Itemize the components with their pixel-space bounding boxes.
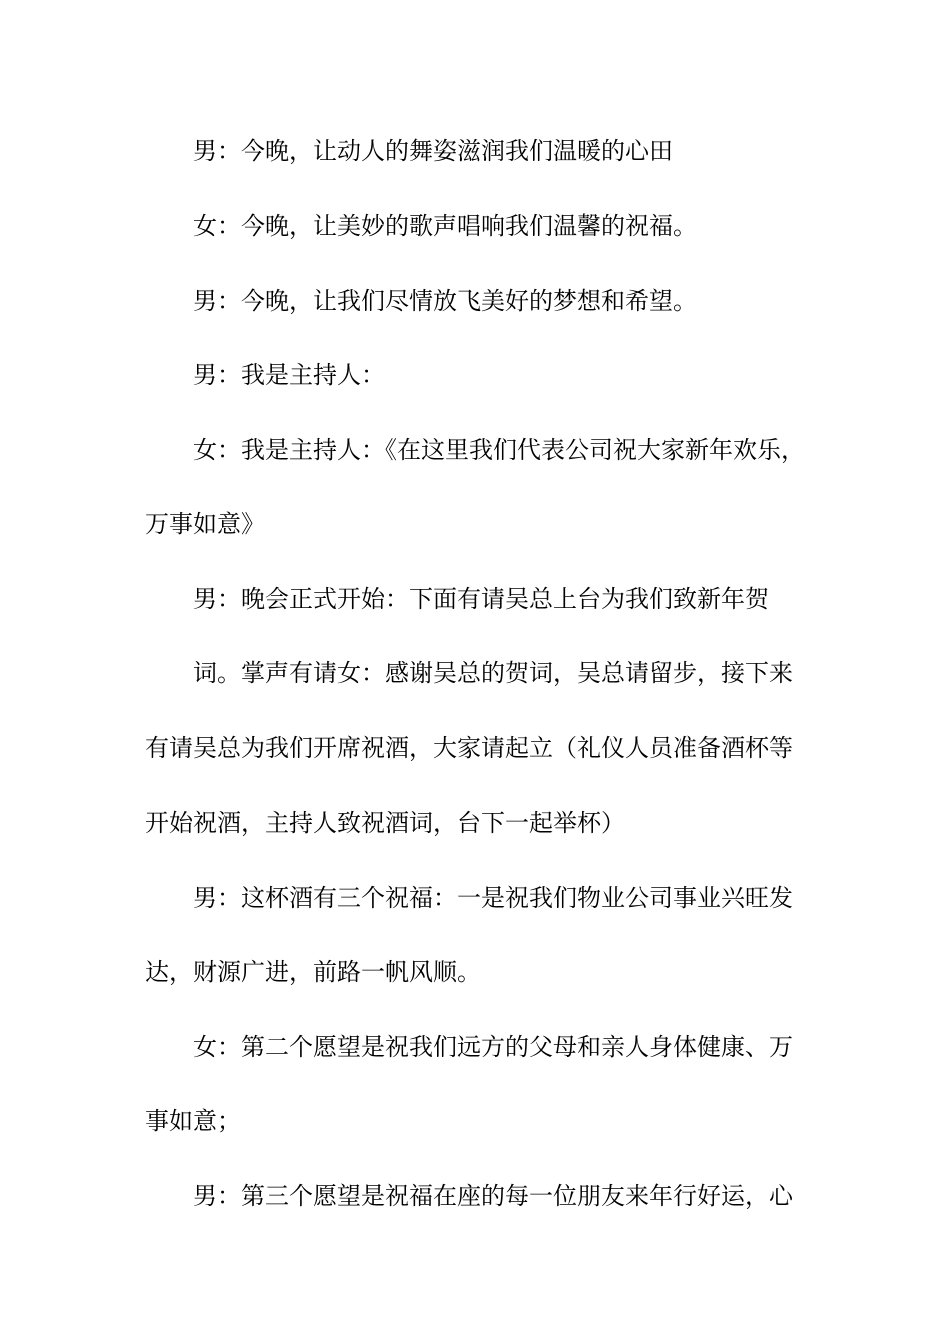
text-line: 女：第二个愿望是祝我们远方的父母和亲人身体健康、万 bbox=[193, 1033, 793, 1061]
text-line: 达，财源广进，前路一帆风顺。 bbox=[145, 958, 481, 986]
text-line: 万事如意》 bbox=[145, 510, 265, 538]
text-line: 开始祝酒，主持人致祝酒词，台下一起举杯） bbox=[145, 809, 625, 837]
text-line: 男：我是主持人： bbox=[193, 361, 385, 389]
text-line: 有请吴总为我们开席祝酒，大家请起立（礼仪人员准备酒杯等 bbox=[145, 734, 793, 762]
text-line: 女：我是主持人：《在这里我们代表公司祝大家新年欢乐， bbox=[193, 436, 805, 464]
text-line: 男：今晚，让动人的舞姿滋润我们温暖的心田 bbox=[193, 137, 673, 165]
text-line: 事如意； bbox=[145, 1107, 241, 1135]
text-line: 男：晚会正式开始：下面有请吴总上台为我们致新年贺 bbox=[193, 585, 769, 613]
text-line: 女：今晚，让美妙的歌声唱响我们温馨的祝福。 bbox=[193, 212, 697, 240]
text-line: 男：今晚，让我们尽情放飞美好的梦想和希望。 bbox=[193, 287, 697, 315]
text-line: 男：第三个愿望是祝福在座的每一位朋友来年行好运，心 bbox=[193, 1182, 793, 1210]
text-line: 男：这杯酒有三个祝福：一是祝我们物业公司事业兴旺发 bbox=[193, 884, 793, 912]
text-line: 词。掌声有请女：感谢吴总的贺词，吴总请留步，接下来 bbox=[193, 659, 793, 687]
